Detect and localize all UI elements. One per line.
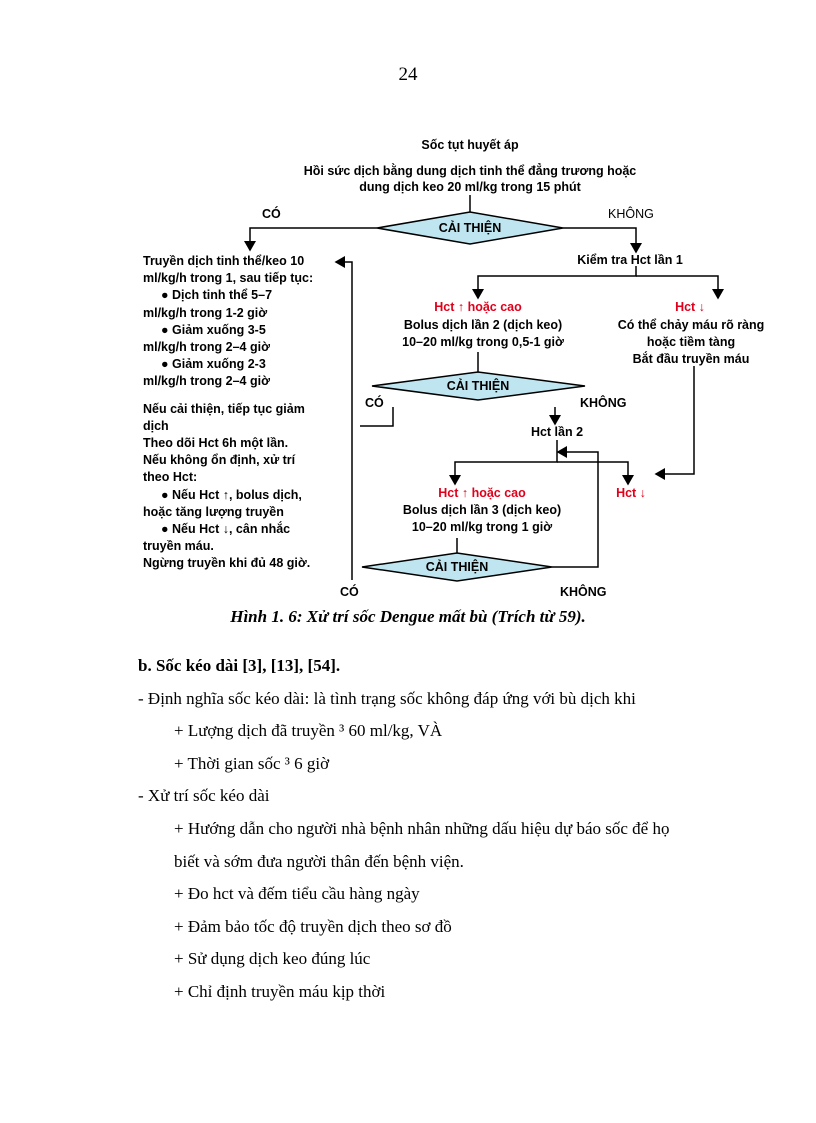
flow-top-line2: dung dịch keo 20 ml/kg trong 15 phút: [359, 180, 581, 194]
left-line: Nếu cải thiện, tiếp tục giảm: [143, 401, 305, 416]
left-line: Theo dõi Hct 6h một lần.: [143, 436, 289, 451]
hct-down-2: Hct ↓: [616, 486, 646, 500]
definition-line: - Định nghĩa sốc kéo dài: là tình trạng sốc không đáp ứng với bù dịch khi: [138, 688, 636, 708]
co-label-2: CÓ: [365, 396, 384, 410]
bolus-2-line-1: Bolus dịch lần 2 (dịch keo): [403, 318, 563, 332]
left-line: Nếu không ổn định, xử trí: [143, 453, 296, 468]
hct-lan-2: Hct lần 2: [530, 425, 584, 439]
khong-label-3: KHÔNG: [560, 585, 607, 599]
left-line: ● Dịch tinh thể 5–7: [161, 288, 273, 303]
diamond-3-label: CẢI THIỆN: [425, 560, 489, 574]
definition-item: + Lượng dịch đã truyền ³ 60 ml/kg, VÀ: [174, 721, 443, 741]
left-line: ● Nếu Hct ↓, cân nhắc: [161, 522, 291, 537]
diamond-1-label: CẢI THIỆN: [438, 221, 502, 235]
figure-caption: Hình 1. 6: Xử trí sốc Dengue mất bù (Trích từ 59).: [230, 607, 586, 626]
left-line: truyền máu.: [143, 539, 214, 554]
left-line: ml/kg/h trong 1-2 giờ: [143, 305, 268, 320]
diamond-2-label: CẢI THIỆN: [446, 379, 510, 393]
left-line: ● Giảm xuống 3-5: [161, 322, 266, 337]
section-heading: b. Sốc kéo dài [3], [13], [54].: [138, 656, 341, 675]
left-line: ml/kg/h trong 2–4 giờ: [143, 340, 270, 355]
treatment-line: - Xử trí sốc kéo dài: [138, 786, 270, 806]
left-line: ml/kg/h trong 1, sau tiếp tục:: [143, 271, 314, 286]
flow-top-title: Sốc tụt huyết áp: [421, 138, 519, 152]
bleed-line-1: Có thể chảy máu rõ ràng: [617, 318, 765, 332]
hct-down-1: Hct ↓: [675, 300, 705, 314]
bolus-3-line-2: 10–20 ml/kg trong 1 giờ: [411, 520, 553, 534]
body-text: [138, 650, 778, 1009]
hct-up-high-1: Hct ↑ hoặc cao: [434, 300, 522, 314]
kiem-tra-hct-1: Kiểm tra Hct lần 1: [577, 253, 683, 267]
left-line: hoặc tăng lượng truyền: [143, 504, 284, 519]
bleed-line-2: hoặc tiềm tàng: [646, 335, 736, 349]
treatment-item: + Đảm bảo tốc độ truyền dịch theo sơ đồ: [174, 916, 452, 936]
left-line: Truyền dịch tinh thể/keo 10: [143, 254, 305, 268]
co-label-3: CÓ: [340, 585, 359, 599]
khong-label-2: KHÔNG: [580, 396, 627, 410]
left-line: ● Nếu Hct ↑, bolus dịch,: [161, 487, 302, 502]
left-line: theo Hct:: [143, 470, 198, 485]
page-number: 24: [398, 64, 418, 85]
khong-label-1: KHÔNG: [608, 207, 654, 221]
bolus-3-line-1: Bolus dịch lần 3 (dịch keo): [402, 503, 562, 517]
flow-top-line1: Hồi sức dịch bằng dung dịch tinh thể đẳng trương hoặc: [303, 164, 637, 178]
hct-up-high-2: Hct ↑ hoặc cao: [438, 486, 526, 500]
treatment-item: + Đo hct và đếm tiểu cầu hàng ngày: [174, 884, 420, 904]
left-line: ● Giảm xuống 2-3: [161, 357, 266, 372]
treatment-item: + Hướng dẫn cho người nhà bệnh nhân những dấu hiệu dự báo sốc để họ: [174, 818, 670, 838]
co-label-1: CÓ: [262, 207, 281, 221]
definition-item: + Thời gian sốc ³ 6 giờ: [174, 753, 330, 773]
treatment-item: + Chỉ định truyền máu kịp thời: [174, 981, 386, 1001]
treatment-item-cont: biết và sớm đưa người thân đến bệnh viện.: [174, 851, 464, 871]
treatment-item: + Sử dụng dịch keo đúng lúc: [174, 949, 371, 969]
bolus-2-line-2: 10–20 ml/kg trong 0,5-1 giờ: [402, 335, 564, 349]
left-instructions: [143, 253, 358, 573]
bleed-line-3: Bắt đầu truyền máu: [632, 352, 750, 366]
left-line: dịch: [143, 418, 169, 433]
left-line: ml/kg/h trong 2–4 giờ: [143, 374, 270, 389]
left-line: Ngừng truyền khi đủ 48 giờ.: [143, 556, 311, 571]
